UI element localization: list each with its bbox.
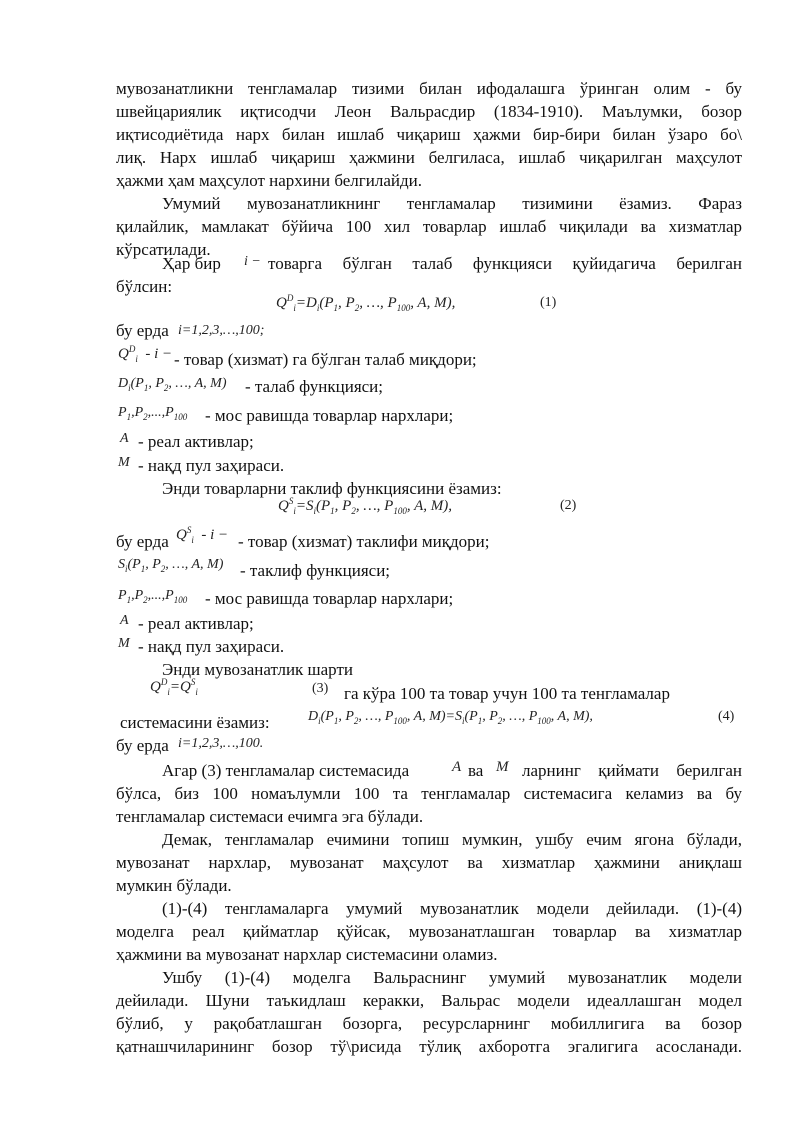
def-demand-text-3: - мос равишда товарлар нархлари; bbox=[205, 406, 454, 425]
def-demand-text-1: - товар (хизмат) га бўлган талаб миқдори; bbox=[174, 350, 477, 369]
def-supply-text-4: - реал активлар; bbox=[138, 614, 254, 633]
paragraph-3-start: Ҳар бир bbox=[162, 254, 221, 273]
equation-3-label: (3) bbox=[312, 681, 329, 696]
paragraph-4-l1b: ва bbox=[468, 761, 484, 780]
def-demand-symbol-A: A bbox=[120, 431, 129, 446]
equation-1-label: (1) bbox=[540, 295, 557, 310]
paragraph-6-line-2: моделга реал қийматлар қўйсак, мувозанатлашган товарлар ва хизматлар bbox=[116, 922, 742, 941]
paragraph-3-line-2: бўлсин: bbox=[116, 277, 173, 296]
where-2-symbol: $Q^S_i$ - i − bbox=[176, 525, 229, 545]
where-3-range: i=1,2,3,…,100. bbox=[178, 736, 264, 751]
def-demand-text-2: - талаб функцияси; bbox=[245, 377, 384, 396]
where-1-prefix: бу ерда bbox=[116, 321, 169, 340]
where-3-prefix: бу ерда bbox=[116, 736, 169, 755]
paragraph-4-line-2: бўлса, биз 100 номаълумли 100 та тенгламалар системасига келамиз ва бу bbox=[116, 784, 742, 803]
def-demand-symbol-2: $D_i(P_1$, $P_2$, …, A, M) bbox=[118, 376, 227, 393]
def-demand-text-4: - реал активлар; bbox=[138, 432, 254, 451]
equilibrium-intro: Энди мувозанатлик шарти bbox=[162, 660, 353, 679]
paragraph-1-line-4: лиқ. Нарх ишлаб чиқариш ҳажмини белгиласа, ишлаб чиқарилган маҳсулот bbox=[116, 148, 742, 167]
def-supply-text-2: - таклиф функцияси; bbox=[240, 561, 391, 580]
equation-3-after: га кўра 100 та товар учун 100 та тенгламалар bbox=[344, 684, 670, 703]
paragraph-1-line-5: ҳажми ҳам маҳсулот нархини белгилайди. bbox=[116, 171, 422, 190]
equation-4-label: (4) bbox=[718, 709, 735, 724]
def-supply-symbol-3: $P_1,P_2,...,P_{100}$ bbox=[118, 588, 188, 605]
paragraph-7-line-3: бўлиб, у рақобатлашган бозорга, ресурсларнинг мобиллигига ва бозор bbox=[116, 1014, 742, 1033]
def-demand-symbol-3: $P_1,P_2,...,P_{100}$ bbox=[118, 405, 188, 422]
where-2-prefix: бу ерда bbox=[116, 532, 169, 551]
def-supply-symbol-2: $S_i(P_1$, $P_2$, …, A, M) bbox=[118, 557, 224, 574]
def-supply-text-5: - нақд пул заҳираси. bbox=[138, 637, 285, 656]
variable-i-minus: i − bbox=[244, 254, 261, 269]
paragraph-5-line-1: Демак, тенгламалар ечимини топиш мумкин, ушбу ечим ягона бўлади, bbox=[162, 830, 742, 849]
paragraph-5-line-2: мувозанат нархлар, мувозанат маҳсулот ва хизматлар ҳажмини аниқлаш bbox=[116, 853, 742, 872]
paragraph-2-line-1: Умумий мувозанатликнинг тенгламалар тизимини ёзамиз. Фараз bbox=[162, 194, 742, 213]
paragraph-1-line-3: иқтисодиётида нарх билан ишлаб чиқариш ҳажми бир-бири билан ўзаро бо\ bbox=[116, 125, 742, 144]
paragraph-6-line-1: (1)-(4) тенгламаларга умумий мувозанатлик модели дейилади. (1)-(4) bbox=[162, 899, 742, 918]
equation-4: $D_i(P_1$, $P_2$, …, $P_{100}$, A, $M)=S_i(P_1$, $P_2$, …, $P_{100}$, A, M), bbox=[308, 709, 593, 726]
system-text: системасини ёзамиз: bbox=[120, 713, 270, 732]
paragraph-2-line-2: қилайлик, мамлакат бўйича 100 хил товарлар ишлаб чиқилади ва хизматлар bbox=[116, 217, 742, 236]
equation-2-label: (2) bbox=[560, 498, 577, 513]
def-supply-symbol-M: M bbox=[118, 636, 130, 651]
paragraph-1-line-1: мувозанатликни тенгламалар тизими билан ифодалашга ўринган олим - бу bbox=[116, 79, 742, 98]
equation-2: $Q^S_i=S_i(P_1$, $P_2$, …, $P_{100}$, A, M), bbox=[278, 496, 452, 516]
paragraph-6-line-3: ҳажмини ва мувозанат нархлар системасини оламиз. bbox=[116, 945, 498, 964]
paragraph-7-line-2: дейилади. Шуни таъкидлаш керакки, Вальрас модели идеаллашган модел bbox=[116, 991, 742, 1010]
def-demand-symbol-1: $Q^D_i$ - i − bbox=[118, 344, 173, 364]
paragraph-4-line-3: тенгламалар системаси ечимга эга бўлади. bbox=[116, 807, 424, 826]
where-1-range: i=1,2,3,…,100; bbox=[178, 323, 265, 338]
paragraph-1-line-2: швейцариялик иқтисодчи Леон Вальрасдир (1834-1910). Маълумки, бозор bbox=[116, 102, 742, 121]
equation-3: $Q^D_i=Q^S_i$ bbox=[150, 677, 198, 697]
paragraph-7-line-4: қатнашчиларининг бозор тў\рисида тўлиқ ахборотга эгалигига асосланади. bbox=[116, 1037, 742, 1056]
def-demand-symbol-M: M bbox=[118, 455, 130, 470]
paragraph-4-l1c: ларнинг қиймати берилган bbox=[522, 761, 742, 780]
where-2-text: - товар (хизмат) таклифи миқдори; bbox=[238, 532, 490, 551]
def-supply-text-3: - мос равишда товарлар нархлари; bbox=[205, 589, 454, 608]
paragraph-5-line-3: мумкин бўлади. bbox=[116, 876, 232, 895]
paragraph-3-rest: товарга бўлган талаб функцияси қуйидагича берилган bbox=[268, 254, 742, 273]
def-supply-symbol-A: A bbox=[120, 613, 129, 628]
paragraph-2-line-3: кўрсатилади. bbox=[116, 240, 211, 259]
paragraph-7-line-1: Ушбу (1)-(4) моделга Вальраснинг умумий мувозанатлик модели bbox=[162, 968, 742, 987]
supply-intro: Энди товарларни таклиф функциясини ёзамиз: bbox=[162, 479, 502, 498]
equation-1: $Q^D_i=D_i(P_1$, $P_2$, …, $P_{100}$, A, M), bbox=[276, 293, 456, 313]
def-demand-text-5: - нақд пул заҳираси. bbox=[138, 456, 285, 475]
paragraph-4-l1a: Агар (3) тенгламалар системасида bbox=[162, 761, 410, 780]
paragraph-4-symbol-M: M bbox=[496, 759, 509, 775]
paragraph-4-symbol-A: A bbox=[452, 759, 462, 775]
